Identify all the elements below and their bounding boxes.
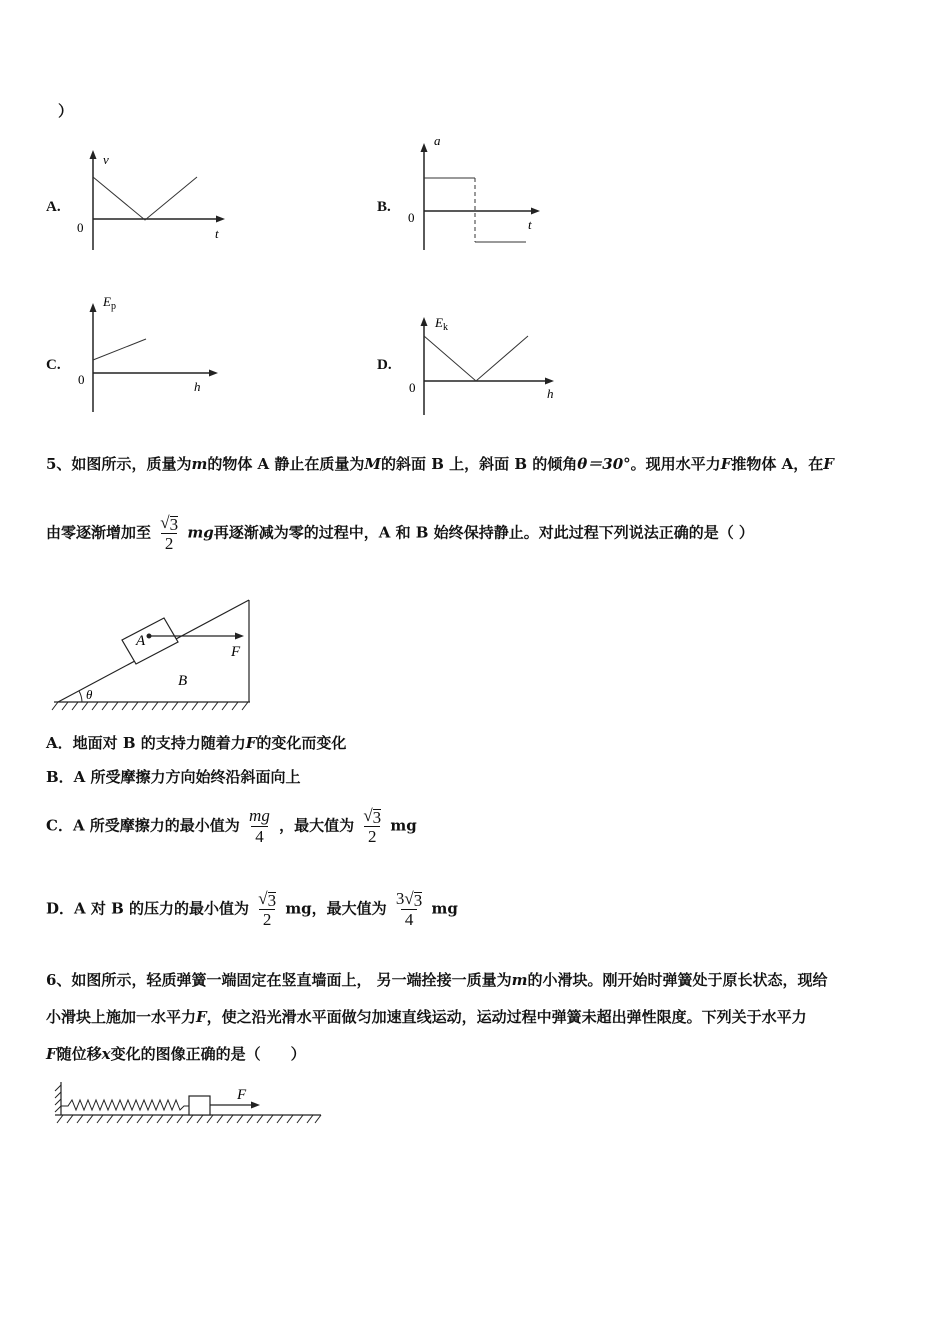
q5-d-fraction-3sqrt3-over-4: 3 √ 3 4 <box>395 889 423 929</box>
graph-b-a-t <box>400 132 560 257</box>
spring-force-f-label: F <box>237 1087 247 1103</box>
graph-b-ylabel: a <box>434 133 441 148</box>
q5-option-c: C．A 所受摩擦力的最小值为 $\frac{mg}{4}$ ，最大值为 √ 3 2 mg <box>46 806 417 846</box>
option-b-label: B. <box>377 199 391 215</box>
incline-figure <box>50 592 265 717</box>
question-closing-paren: ） <box>58 102 74 120</box>
option-c-label: C. <box>46 357 61 373</box>
q6-stem-line2: 小滑块上施加一水平力F，使之沿光滑水平面做匀加速直线运动，运动过程中弹簧未超出弹性限度。下列关于水平力 <box>46 1008 807 1026</box>
q5-option-d: D．A 对 B 的压力的最小值为 √ 3 2 mg，最大值为 3 √ 3 4 mg <box>46 889 458 929</box>
q5-c-fraction-mg-over-4: $\frac{mg}{4}$ <box>249 806 270 846</box>
q5-stem-line1: 5、如图所示，质量为m的物体 A 静止在质量为M的斜面 B 上，斜面 B 的倾角θ＝30°。现用水平力F推物体 A，在F <box>46 455 834 473</box>
theta-label: θ <box>86 687 93 702</box>
graph-a-v-t <box>70 148 240 258</box>
graph-c-origin: 0 <box>78 372 85 387</box>
q5-fraction-sqrt3-over-2: √ 3 2 <box>160 513 179 553</box>
q6-stem-line1: 6、如图所示，轻质弹簧一端固定在竖直墙面上， 另一端拴接一质量为m的小滑块。刚开始时弹簧处于原长状态，现给 <box>46 971 828 989</box>
q5-c-fraction-sqrt3-over-2: √ 3 2 <box>363 806 382 846</box>
option-a-label: A. <box>46 199 61 215</box>
q5-d-fraction-sqrt3-over-2: √ 3 2 <box>258 889 277 929</box>
block-a-label: A <box>136 633 146 649</box>
graph-b-xlabel: t <box>528 217 532 232</box>
q5-option-b: B．A 所受摩擦力方向始终沿斜面向上 <box>46 768 301 786</box>
graph-a-xlabel: t <box>215 226 219 241</box>
graph-c-xlabel: h <box>194 379 201 394</box>
q5-option-a: A．地面对 B 的支持力随着力F的变化而变化 <box>46 734 347 752</box>
graph-a-origin: 0 <box>77 220 84 235</box>
graph-a-ylabel: v <box>103 152 109 167</box>
q6-stem-line3: F随位移x变化的图像正确的是（ ） <box>46 1045 306 1063</box>
graph-b-origin: 0 <box>408 210 415 225</box>
graph-c-ep-h <box>70 290 230 415</box>
force-f-label: F <box>231 644 241 660</box>
q5-stem-line2: 由零逐渐增加至 √ 3 2 mg再逐渐减为零的过程中，A 和 B 始终保持静止。对此过程下列说法正确的是（ ） <box>46 513 754 553</box>
graph-c-ylabel: $E_p$ <box>103 294 116 312</box>
graph-d-ylabel: $E_k$ <box>435 315 448 333</box>
spring-figure <box>48 1077 328 1127</box>
graph-d-ek-h <box>400 305 565 417</box>
incline-b-label: B <box>178 673 188 689</box>
option-d-label: D. <box>377 357 392 373</box>
graph-d-xlabel: h <box>547 386 554 401</box>
graph-d-origin: 0 <box>409 380 416 395</box>
